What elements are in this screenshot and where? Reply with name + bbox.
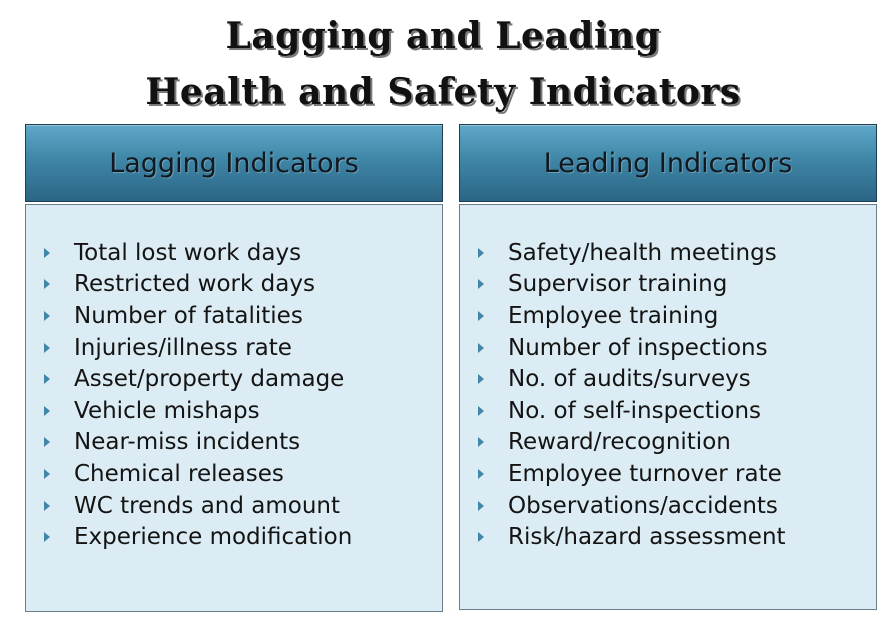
list-item xyxy=(26,458,442,490)
list-item xyxy=(26,395,442,427)
triangle-bullet-icon xyxy=(478,406,484,416)
list-item-label: Number of fatalities xyxy=(74,302,303,329)
triangle-bullet-icon xyxy=(478,532,484,542)
list-item-label: Employee turnover rate xyxy=(508,460,782,487)
list-item-label: Supervisor training xyxy=(508,271,728,298)
triangle-bullet-icon xyxy=(44,532,50,542)
triangle-bullet-icon xyxy=(44,437,50,447)
list-item-label: Total lost work days xyxy=(74,239,302,266)
list-item xyxy=(460,363,876,395)
list-item xyxy=(460,458,876,490)
leading-indicators-list xyxy=(460,237,876,553)
list-item xyxy=(460,521,876,553)
list-item xyxy=(26,363,442,395)
triangle-bullet-icon xyxy=(478,279,484,289)
leading-indicators-header xyxy=(459,124,877,202)
triangle-bullet-icon xyxy=(478,343,484,353)
list-item-label: Number of inspections xyxy=(508,334,768,361)
list-item-label: Observations/accidents xyxy=(508,492,778,519)
leading-indicators-heading: Leading Indicators xyxy=(543,147,793,179)
triangle-bullet-icon xyxy=(44,343,50,353)
list-item-label: Chemical releases xyxy=(74,460,284,487)
lagging-indicators-list xyxy=(26,237,442,553)
triangle-bullet-icon xyxy=(478,248,484,258)
list-item xyxy=(460,332,876,364)
list-item-label: No. of self-inspections xyxy=(508,397,762,424)
list-item-label: Injuries/illness rate xyxy=(74,334,292,361)
list-item-label: Restricted work days xyxy=(74,271,315,298)
list-item xyxy=(460,490,876,522)
triangle-bullet-icon xyxy=(44,374,50,384)
list-item-label: Experience modification xyxy=(74,524,353,551)
lagging-indicators-header xyxy=(25,124,443,202)
list-item-label: Asset/property damage xyxy=(74,366,345,393)
triangle-bullet-icon xyxy=(478,311,484,321)
list-item xyxy=(460,300,876,332)
list-item xyxy=(26,521,442,553)
leading-indicators-list-panel xyxy=(459,204,877,610)
lagging-indicators-column xyxy=(25,124,443,612)
triangle-bullet-icon xyxy=(44,406,50,416)
list-item xyxy=(460,427,876,459)
list-item xyxy=(460,395,876,427)
list-item xyxy=(460,237,876,269)
triangle-bullet-icon xyxy=(44,469,50,479)
lagging-indicators-list-panel xyxy=(25,204,443,612)
triangle-bullet-icon xyxy=(44,279,50,289)
list-item-label: Near-miss incidents xyxy=(74,429,301,456)
list-item xyxy=(26,490,442,522)
list-item xyxy=(26,332,442,364)
list-item-label: Vehicle mishaps xyxy=(74,397,260,424)
page-title xyxy=(0,8,886,120)
lagging-indicators-heading: Lagging Indicators xyxy=(109,147,359,179)
triangle-bullet-icon xyxy=(478,437,484,447)
list-item xyxy=(26,237,442,269)
list-item xyxy=(26,427,442,459)
list-item-label: Safety/health meetings xyxy=(508,239,777,266)
triangle-bullet-icon xyxy=(478,501,484,511)
triangle-bullet-icon xyxy=(44,311,50,321)
title-line-2: Health and Safety Indicators xyxy=(145,71,741,113)
triangle-bullet-icon xyxy=(44,501,50,511)
triangle-bullet-icon xyxy=(44,248,50,258)
list-item xyxy=(26,300,442,332)
list-item-label: Risk/hazard assessment xyxy=(508,524,786,551)
title-line-1: Lagging and Leading xyxy=(225,15,661,57)
triangle-bullet-icon xyxy=(478,374,484,384)
triangle-bullet-icon xyxy=(478,469,484,479)
list-item-label: Reward/recognition xyxy=(508,429,731,456)
list-item-label: WC trends and amount xyxy=(74,492,341,519)
list-item-label: Employee training xyxy=(508,302,719,329)
list-item-label: No. of audits/surveys xyxy=(508,366,751,393)
list-item xyxy=(26,269,442,301)
leading-indicators-column xyxy=(459,124,877,610)
list-item xyxy=(460,269,876,301)
